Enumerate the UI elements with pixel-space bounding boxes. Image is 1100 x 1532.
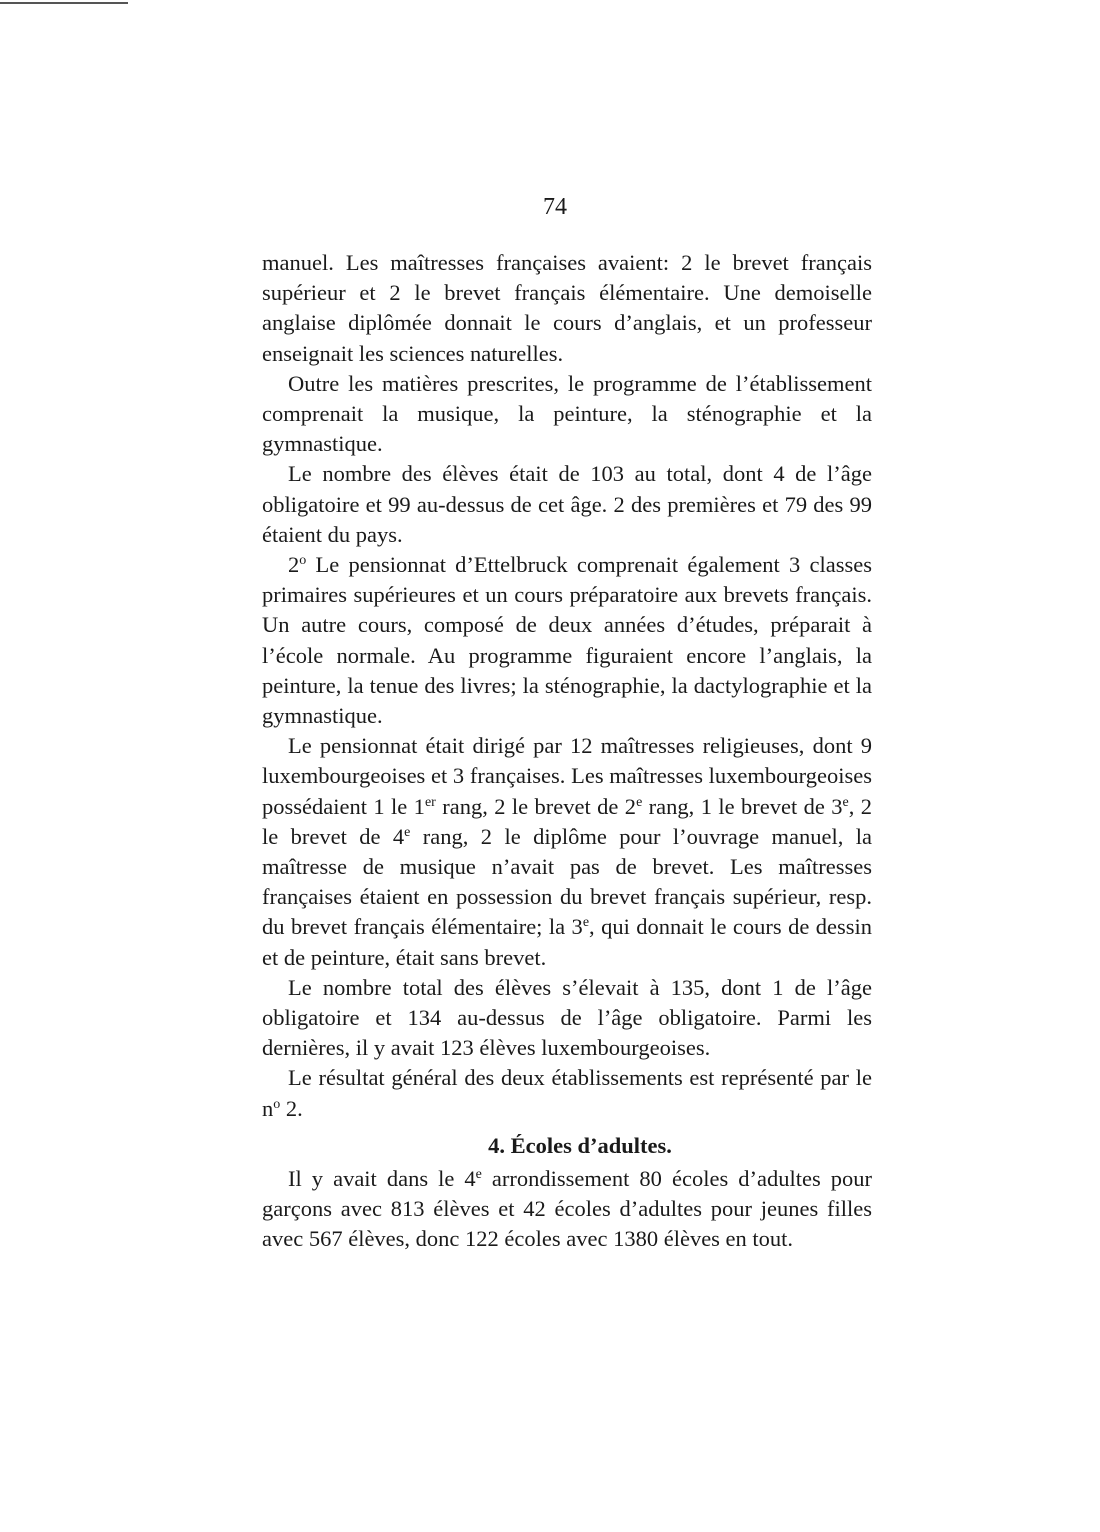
superscript: e — [636, 794, 643, 810]
text-run: 2 — [288, 552, 300, 578]
text-run: rang, 2 le diplôme pour l’ouvrage manuel, la maîtresse de musique n’avait pas de brevet. Les maîtresses françaises étaient en possession du brevet français supérieur, resp. du brevet français élémentaire; la 3 — [262, 823, 872, 940]
superscript: e — [842, 794, 849, 810]
text-run: Il y avait dans le 4 — [288, 1165, 476, 1191]
text-run: 2. — [280, 1095, 303, 1121]
text-run: arrondissement 80 écoles d’adultes pour garçons avec 813 élèves et 42 écoles d’adultes pour jeunes filles avec 567 élèves, donc 122 écoles avec 1380 élèves en tout. — [262, 1165, 872, 1252]
paragraphs-before-heading — [262, 248, 872, 1124]
text-run: manuel. Les maîtresses françaises avaient: 2 le brevet français supérieur et 2 le brevet français élémentaire. Une demoiselle anglaise diplômée donnait le cours d’anglais, et un professeur enseignait les sciences naturelles. — [262, 250, 872, 366]
superscript: e — [404, 824, 411, 840]
superscript: e — [475, 1166, 482, 1182]
superscript: o — [299, 553, 307, 569]
text-run: Le nombre total des élèves s’élevait à 135, dont 1 de l’âge obligatoire et 134 au-dessus de l’âge obligatoire. Parmi les dernières, il y avait 123 élèves luxembourgeoises. — [262, 974, 872, 1061]
paragraph — [262, 550, 872, 731]
text-run: Outre les matières prescrites, le programme de l’établissement comprenait la musique, la peinture, la sténographie et la gymnastique. — [262, 370, 872, 457]
text-run: Le pensionnat d’Ettelbruck comprenait également 3 classes primaires supérieures et un cours préparatoire aux brevets français. Un autre cours, composé de deux années d’études, préparait à l’école normale. Au programme figuraient encore l’anglais, la peinture, la tenue des livres; la sténographie, la dactylographie et la gymnastique. — [262, 552, 872, 729]
text-run: , 2 le brevet de 4 — [262, 793, 873, 849]
paragraph — [262, 731, 872, 973]
superscript: o — [273, 1096, 281, 1112]
superscript: er — [424, 794, 436, 810]
page-number: 74 — [543, 194, 567, 220]
superscript: e — [582, 915, 590, 931]
scan-edge-rule — [0, 2, 128, 4]
text-run: Le résultat général des deux établissements est représenté par le n — [262, 1065, 872, 1121]
paragraph — [262, 1164, 872, 1255]
paragraph — [262, 973, 872, 1064]
paragraph — [262, 459, 872, 550]
body-text — [262, 248, 872, 1255]
paragraph — [262, 1063, 872, 1123]
text-run: Le nombre des élèves était de 103 au total, dont 4 de l’âge obligatoire et 99 au-dessus de cet âge. 2 des premières et 79 des 99 étaient du pays. — [262, 461, 872, 547]
section-heading: 4. Écoles d’adultes. — [488, 1132, 672, 1158]
text-run: , qui donnait le cours de dessin et de peinture, était sans brevet. — [262, 914, 873, 970]
text-run: rang, 2 le brevet de 2 — [435, 793, 637, 819]
text-run: Le pensionnat était dirigé par 12 maîtresses religieuses, dont 9 luxembourgeoises et 3 françaises. Les maîtresses luxembourgeoises possédaient 1 le 1 — [262, 733, 872, 819]
paragraph — [262, 248, 872, 369]
text-run: rang, 1 le brevet de 3 — [642, 793, 843, 819]
paragraph — [262, 369, 872, 460]
paragraphs-after-heading — [262, 1164, 872, 1255]
